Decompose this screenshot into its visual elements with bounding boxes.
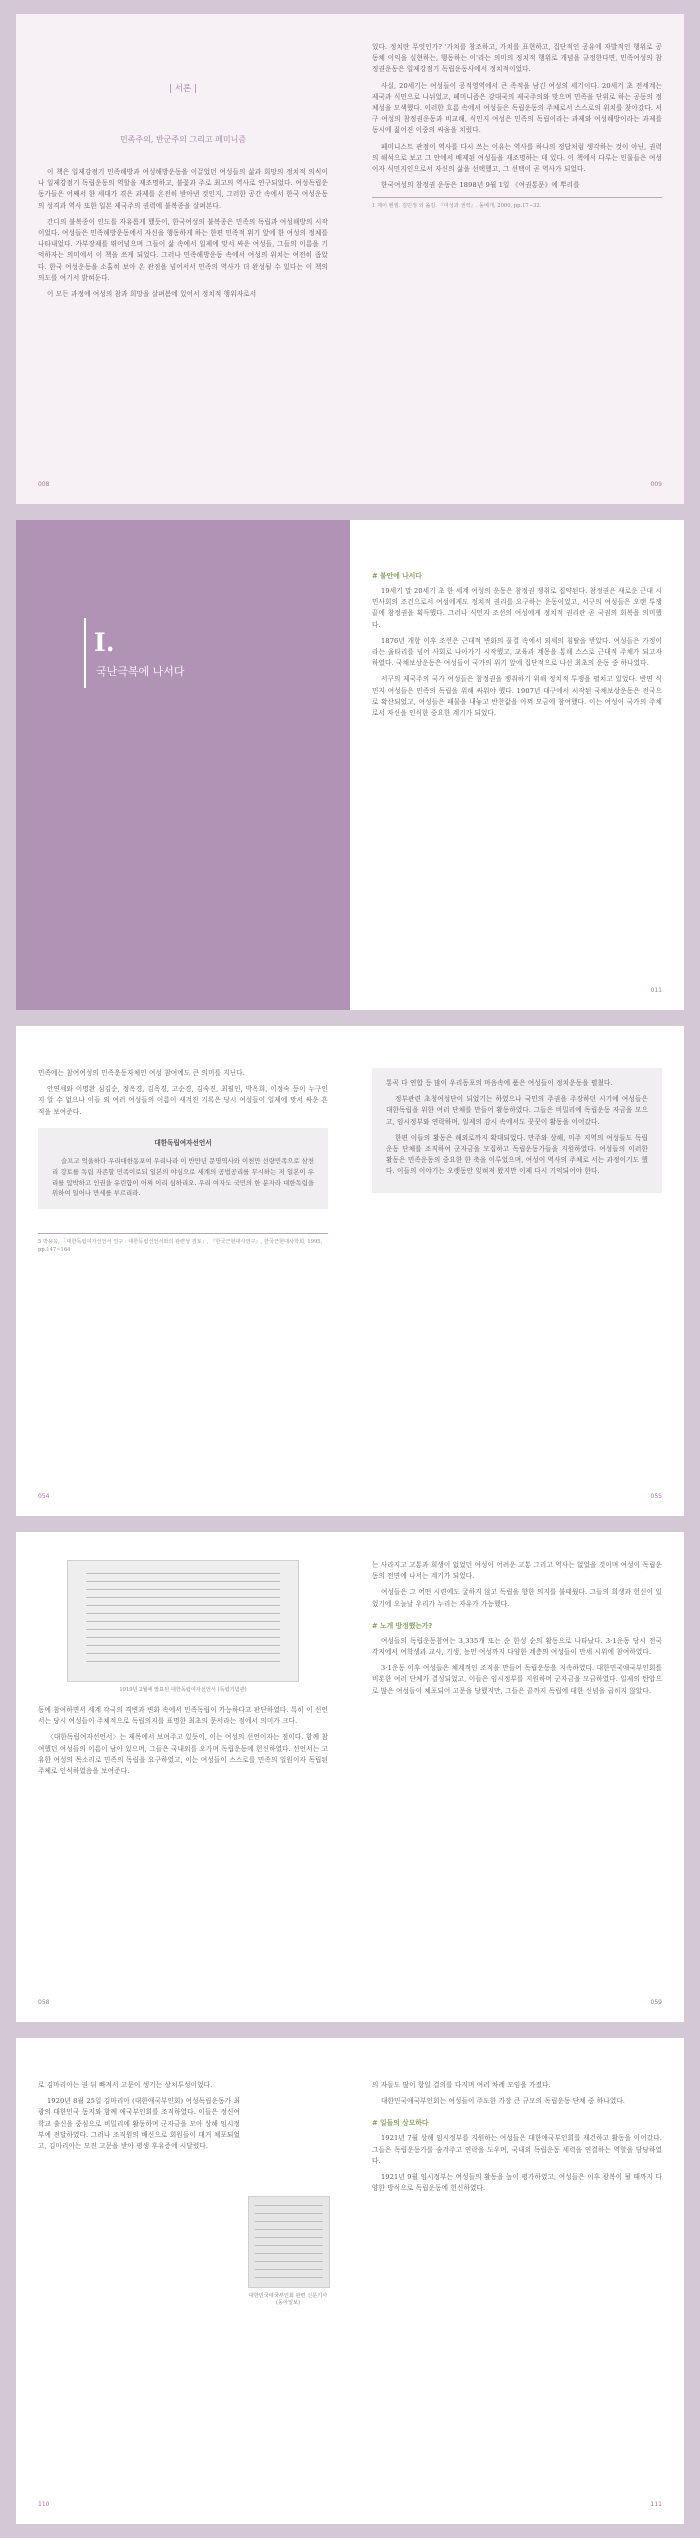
paragraph: 안연세와 이명완 심김순, 정옥경, 김옥경, 고순경, 김숙진, 최필인, 박옥희, 이정숙 등이 누구인지 알 수 없으나 이들 외 여러 여성들의 이름이 새겨진 기록은 당시 여성들이 일제에 맞서 싸운 흔적을 보여준다.	[38, 1085, 328, 1116]
paragraph: 서구의 제국주의 국가 여성들은 참정권을 쟁취하기 위해 정치적 투쟁을 펼치고 있었다. 반면 식민지 여성들은 민족의 독립을 위해 싸워야 했다. 1907년 대구에서 시작된 국채보상운동은 전국으로 확산되었고, 여성들은 패물을 내놓고 반찬값을 아껴 모금에 참여했다. 이는 여성이 국가의 주체로서 자신을 인식한 중요한 계기가 되었다.	[372, 675, 662, 718]
spread-5	[16, 2038, 684, 2524]
section-heading: # 불안에 나서다	[372, 572, 422, 580]
paragraph: 있다. 정치란 무엇인가? '가치를 창조하고, 가치를 표현하고, 집단적인 공유에 자발적인 행위로 공동체 이익을 실현하는, 행동하는 이'라는 의미의 정치적 행위로 개념을 규정한다면, 민족여성의 참정권운동은 일제강점기 독립운동사에서 정치적이었다.	[372, 43, 662, 74]
paragraph: 의 자들도 많이 항일 결의를 다지며 여러 차례 모임을 가졌다.	[372, 2081, 551, 2089]
page-number: 058	[38, 1999, 50, 2006]
paragraph: 한편 이들의 활동은 해외로까지 확대되었다. 만주와 상해, 미주 지역의 여성들도 독립운동 단체를 조직하여 군자금을 모집하고 독립운동가들을 지원하였다. 여성들의 이러한 활동은 민족운동의 중요한 한 축을 이루었으며, 여성이 역사의 주체로 서는 과정이기도 했다. 이들의 이야기는 오랫동안 잊혀져 왔지만 이제 다시 기억되어야 한다.	[386, 1133, 648, 1176]
paragraph: 이 모든 과정에 여성의 참과 희망을 살펴봄에 있어서 정치적 행위자로서	[47, 290, 257, 299]
body-text	[372, 1560, 662, 1610]
paragraph: 19세기 말 20세기 초 한 세계 여성의 운동은 참정권 쟁취로 집약된다. 참정권은 새로운 근대 시민사회의 조건으로서 여성에게도 정치적 권리를 요구하는 운동이었고, 서구의 여성들은 오랜 투쟁 끝에 참정권을 획득했다. 그러나 식민지 조선의 여성에게 정치적 권리란 곧 국권의 회복을 의미했다.	[372, 587, 662, 629]
body-text	[38, 2080, 328, 2091]
paragraph: 1920년 8월 25일 김마리아 (대한애국부인회) 여성독립운동가 최광의 대한민국 동지와 함께 애국부인회를 조직하였다. 이들은 정신여학교 출신을 중심으로 비밀리에 활동하며 군자금을 모아 상해 임시정부에 전달하였다. 그러나 조직원의 배신으로 회원들이 대거 체포되었고, 김마리아는 모진 고문을 받아 평생 후유증에 시달렸다.	[38, 2097, 240, 2151]
body-text-column	[38, 2096, 240, 2306]
page-111	[350, 2038, 684, 2524]
page-number: 055	[650, 1493, 662, 1500]
paragraph: 간디의 불복종이 인도를 자유롭게 했듯이, 한국여성의 불복종은 민족의 독립과 여성해방의 시작이었다. 여성들은 민족해방운동에서 자신을 행동하게 하는 한편 민족적 위기 앞에 한 여성의 정체를 나타내었다. 가부장제를 뛰어넘으며 그들이 삶 속에서 일제에 맞서 싸운 여성들, 그들의 이름을 기억하자는 의미에서 이 책을 쓰게 되었다. 그러나 민족해방운동 속에서 여성의 위치는 여전히 좁았다. 한국 여성운동을 소홀히 보아 온 관점을 넘어서서 민족의 역사가 더 완성될 수 있다는 이 책의 의도를 여기서 밝혀둔다.	[38, 217, 328, 282]
figure-caption: 1919년 2월에 발표된 대한독립여자선언서 (독립기념관)	[119, 1687, 247, 1693]
paragraph: 〈대한독립여자선언서〉는 제목에서 보여주고 있듯이, 이는 여성의 선언이자는 점이다. 함께 참여했던 여성들의 이름이 남아 있으며, 그들은 국내외를 오가며 독립운동에 헌신하였다. 선언서는 고유한 여성의 목소리로 민족의 독립을 요구하였고, 이는 여성들이 스스로를 민족의 일원이자 독립된 주체로 인식하였음을 보여준다.	[38, 1733, 328, 1776]
figure-caption: 대한민국애국부인회 관련 신문기사 (동아일보)	[248, 2293, 328, 2307]
page-011	[350, 520, 684, 1010]
footnote: 1 제이 벤필. 김민정 외 옮김. 『여성과 권력』. 돌베개, 2000, pp.17∼32.	[372, 197, 662, 210]
paragraph: 한국여성의 참정권 운동은 1898년 9월 1일 《여권통문》에 뿌리를	[381, 181, 580, 190]
paragraph: 대한민국애국부인회는 여성들이 주도한 가장 큰 규모의 독립운동 단체 중 하나였다.	[381, 2097, 626, 2106]
page-number: 110	[38, 2501, 50, 2508]
body-text-2	[372, 1636, 662, 1697]
chapter-rule	[84, 618, 86, 688]
page-055	[350, 1026, 684, 1516]
figure-column	[248, 2096, 328, 2306]
paragraph: 1876년 개항 이후 조선은 근대적 변화의 물결 속에서 외세의 침탈을 받았다. 여성들은 가정이라는 울타리를 넘어 사회로 나아가기 시작했고, 교육과 계몽을 통해 스스로 근대적 주체가 되고자 하였다. 국채보상운동은 여성들이 국가의 위기 앞에 집단적으로 나선 최초의 운동 중 하나였다.	[372, 636, 662, 668]
page-number: 011	[650, 987, 662, 994]
paragraph: 여성들의 독립운동참여는 3,335개 또는 순 한성 순의 활동으로 나타났다. 3·1운동 당시 전국 각지에서 여학생과 교사, 기생, 농민 여성까지 다양한 계층의 여성들이 만세 시위에 참여하였다.	[372, 1636, 662, 1657]
spread-2	[16, 520, 684, 1010]
page-number: 054	[38, 1493, 50, 1500]
paragraph: 정부관련 초청여성단이 되었기는 하였으나 국민의 주권을 주장하던 시기에 여성들은 대한독립을 위한 여러 단체를 만들어 활동하였다. 그들은 비밀리에 독립운동 자금을 모으고, 임시정부와 연락하며, 일제의 감시 속에서도 꿋꿋이 활동을 이어갔다.	[386, 1095, 648, 1126]
page-110	[16, 2038, 350, 2524]
page-number: 059	[650, 1999, 662, 2006]
paragraph: 민족에는 참여여성의 민족운동자체인 여성 참여에도 큰 의미를 지닌다.	[38, 1069, 246, 1077]
body-text	[372, 2080, 662, 2107]
declaration-document-image	[67, 1560, 299, 1682]
section-heading: | 서론 |	[169, 84, 197, 94]
text-with-figure	[38, 2096, 328, 2306]
page-008	[16, 14, 350, 504]
page-059	[350, 1532, 684, 2022]
chapter-opener-page	[16, 520, 350, 1010]
continued-quote-box	[372, 1068, 662, 1193]
quote-box	[38, 1128, 328, 1209]
paragraph: 는 사라지고 고통과 희생이 없었던 여성이 어려운 고통 그리고 역사는 없었을 것이며 여성이 독립운동의 전면에 나서는 계기가 되었다.	[372, 1561, 662, 1581]
body-text	[372, 42, 662, 191]
section-heading: # 일들의 상모하다	[372, 2119, 429, 2128]
body-text	[38, 167, 328, 300]
body-text	[372, 586, 662, 719]
paragraph: 동에 참여하면서 세계 각국의 격변과 변화 속에서 민족독립이 가능하다고 판단하였다. 특히 이 선언서는 당시 여성들이 주체적으로 독립의지를 표명한 최초의 문서라는 점에서 의미가 크다.	[38, 1706, 328, 1726]
newspaper-clipping-image	[248, 2196, 330, 2288]
quote-body: 슬프고 억울하다 우리대한동포여 우리나라 이 반만년 문명역사와 이천만 선량민족으로 삼천리 강토를 독립 자존할 민족이로되 일본의 야심으로 세계의 공법공리를 무시하는 저 일본이 우리를 압박하고 인권을 유린함이 어찌 이리 심하리오. 우리 여자도 국민의 한 분자라 대한독립을 위하여 일어나 만세를 부르리라.	[52, 1157, 314, 1198]
paragraph: 페미니스트 관점이 역사를 다시 쓰는 이유는 역사를 하나의 정답처럼 생각하는 것이 아닌, 권력의 해석으로 보고 그 안에서 배제된 여성들을 재조명하는 데 있다. 이 책에서 다루는 인물들은 여성이자 식민지인으로서 자신의 삶을 선택했고, 그 선택이 곧 역사가 되었다.	[372, 142, 662, 174]
paragraph: 로 김마리아는 권 뒤 빠져서 고문이 생기는 상처투성이었다.	[38, 2081, 213, 2089]
quote-title: 대한독립여자선언서	[154, 1138, 212, 1147]
sub-heading: 민족주의, 반군주의 그리고 페미니즘	[119, 135, 247, 144]
page-058	[16, 1532, 350, 2022]
paragraph: 1921년 7월 상해 임시정부를 지원하는 여성들은 대한애국부인회를 재건하고 활동을 이어갔다. 그들은 독립운동가를 숨겨주고 연락을 도우며, 국내외 독립운동 세력을 연결하는 역할을 담당하였다.	[372, 2134, 662, 2165]
chapter-number: I.	[94, 628, 115, 657]
footnote: 5 박용옥, 「대한독립여자선언서 연구 : 대한독립선언서와의 관련성 검토」, 『한국근현대사연구』, 한국근현대사학회, 1995, pp.147~164	[38, 1233, 328, 1254]
paragraph: 1921년 9월 임시정부는 여성들의 활동을 높이 평가하였고, 여성들은 이후 광복이 될 때까지 다양한 방식으로 독립운동에 헌신하였다.	[372, 2173, 662, 2193]
page-number: 009	[650, 481, 662, 488]
paragraph: 여성들은 그 어떤 시련에도 굴하지 않고 독립을 향한 의지를 불태웠다. 그들의 희생과 헌신이 있었기에 오늘날 우리가 누리는 자유가 가능했다.	[372, 1588, 662, 1608]
spread-3	[16, 1026, 684, 1516]
paragraph: 3·1운동 이후 여성들은 체계적인 조직을 만들어 독립운동을 지속하였다. 대한민국애국부인회를 비롯한 여러 단체가 결성되었고, 이들은 임시정부를 지원하며 군자금을 모금하였다. 일제의 탄압으로 많은 여성들이 체포되어 고문을 당했지만, 그들은 끝까지 독립에 대한 신념을 굽히지 않았다.	[372, 1664, 662, 1695]
chapter-title: 국난극복에 나서다	[96, 665, 185, 678]
page-number: 111	[650, 2501, 662, 2508]
paragraph: 사실, 20세기는 여성들이 공적영역에서 큰 족적을 남긴 여성의 세기이다. 20세기 초 전세계는 제국과 식민으로 나뉘었고, 페미니즘은 강대국의 제국주의와 맞으며 민족을 단위로 하는 공동의 정체성을 모색했다. 이러한 흐름 속에서 여성들은 독립운동의 주체로서 스스로의 위치를 찾아갔다. 서구 여성의 참정권운동과 비교해, 식민지 여성은 민족의 독립이라는 과제와 여성해방이라는 과제를 동시에 짊어진 이중의 싸움을 치렀다.	[372, 81, 662, 135]
page-number: 008	[38, 481, 50, 488]
section-heading: # 노개 방정했는가?	[372, 1621, 433, 1630]
body-text-2	[372, 2133, 662, 2194]
body-text	[38, 1705, 328, 1777]
page-009	[350, 14, 684, 504]
paragraph: 통곡 다 연합 등 많이 우리동포의 마음속에 품은 여성들이 정치운동을 펼쳤다.	[386, 1079, 613, 1087]
body-text	[38, 1068, 328, 1118]
page-054	[16, 1026, 350, 1516]
spread-4	[16, 1532, 684, 2022]
paragraph: 이 책은 일제강점기 민족해방과 여성해방운동을 이끌었던 여성들의 삶과 희망의 정치적 의식이나 일제강점기 독립운동의 역할을 재조명하고, 불꽃과 주로 최고의 역사로 연구되었다. 여성독립운동가들은 어째서 한 세대가 겪은 과제를 온전히 받아낸 것인지, 그러한 공간 속에서 한국 여성운동의 성격과 역사 또한 일본 제국주의 권력에 불복종을 살펴본다.	[38, 168, 328, 210]
body-text	[386, 1078, 648, 1178]
spread-1	[16, 14, 684, 504]
